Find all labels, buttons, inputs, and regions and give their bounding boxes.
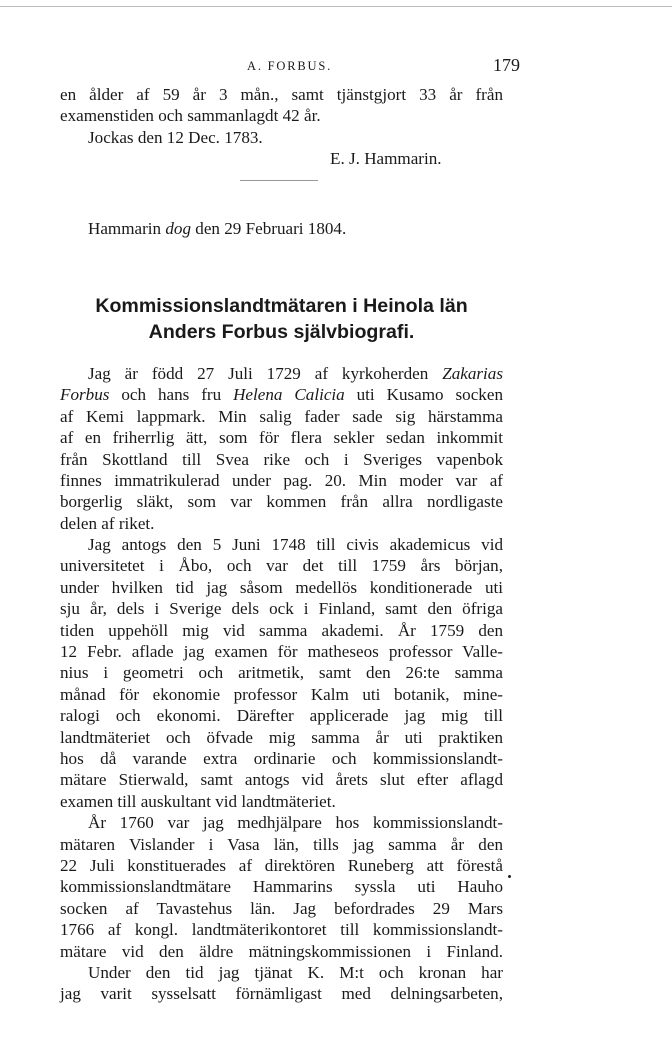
autobiography-text [60,363,503,1005]
text-run: Under den tid jag tjänat K. M:t och kronan har [88,962,503,982]
text-line [60,662,503,683]
text-run: mätaren Vislander i Vasa län, tills jag samma år den [60,834,503,854]
text-run: landtmäteriet och öfvade mig samma år uti praktiken [60,727,503,747]
text-line [60,876,503,897]
text-run: examen till auskultant vid landtmäteriet. [60,791,336,811]
chapter-title-line-2: Anders Forbus självbiografi. [148,320,415,343]
italic-name: Helena Calicia [233,385,345,405]
text-run: under hvilken tid jag såsom medellös konditionerade uti [60,577,503,597]
text-run: tiden uppehöll mig vid samma akademi. År 1759 den [60,620,503,640]
text-run: 1766 af kongl. landtmäterikontoret till kommissionslandt- [60,920,503,940]
text-run: af Kemi lappmark. Min salig fader sade sig härstamma [60,406,503,426]
text-run: universitetet i Åbo, och var det till 1759 års början, [60,556,503,576]
text-run: nius i geometri och aritmetik, samt den 26:te samma [60,663,503,683]
text-run: från Skottland till Svea rike och i Sveriges vapenbok [60,449,503,469]
text-run: jag varit sysselsatt förnämligast med delningsarbeten, [60,984,503,1004]
text-run: mätare Stierwald, samt antogs vid årets slut efter aflagd [60,770,503,790]
text-run: Jag antogs den 5 Juni 1748 till civis akademicus vid [88,535,503,555]
text-line [60,941,503,962]
text-line [60,769,503,790]
text-run: mätare vid den äldre mätningskommissionen i Finland. [60,941,503,961]
text-run: kommissionslandtmätare Hammarins syssla uti Hauho [60,877,503,897]
chapter-title-line-1: Kommissionslandtmätaren i Heinola län [95,294,468,317]
top-edge-rule [0,6,672,7]
text-line [60,705,503,726]
text-line [60,449,503,470]
text-run: delen af riket. [60,513,155,533]
margin-speck [508,875,511,878]
text-line [60,641,503,662]
text-line [60,534,503,555]
text-run: borgerlig släkt, som var kommen från allra nordligaste [60,492,503,512]
death-note-italic: dog [165,218,192,238]
letter-line: Jockas den 12 Dec. 1783. [88,127,263,147]
text-line [60,427,503,448]
text-run: 22 Juli konstituerades af direktören Runeberg att förestå [60,855,503,875]
text-line [60,555,503,576]
letter-line: en ålder af 59 år 3 mån., samt tjänstgjort 33 år från [60,85,503,104]
page-body [60,84,503,1005]
death-note-post: den 29 Februari 1804. [191,218,347,238]
text-run: finnes immatrikulerad under pag. 20. Min moder var af [60,470,503,490]
text-line [60,491,503,512]
text-run: ralogi och ekonomi. Därefter applicerade jag mig till [60,706,503,726]
italic-name: Forbus [60,385,110,405]
text-line [60,834,503,855]
italic-name: Zakarias [442,363,503,383]
letter-line: examenstiden och sammanlagdt 42 år. [60,106,321,126]
text-line [60,748,503,769]
page-number: 179 [493,55,520,75]
text-line [60,598,503,619]
text-run: År 1760 var jag medhjälpare hos kommissionslandt- [88,813,503,833]
text-line [60,513,503,534]
text-line [60,727,503,748]
text-line [60,363,503,384]
text-run: månad för ekonomie professor Kalm uti botanik, mine- [60,684,503,704]
text-run: sju år, dels i Sverige dels ock i Finland, samt den öfriga [60,599,503,619]
letter-line: E. J. Hammarin. [330,149,442,169]
text-line [60,384,503,405]
text-line [60,919,503,940]
text-run: af en friherrlig ätt, som för flera sekler sedan inkommit [60,428,503,448]
text-line [60,791,503,812]
text-run: socken af Tavastehus län. Jag befordrades 29 Mars [60,898,503,918]
text-line [60,577,503,598]
letter-ending [60,84,503,170]
text-run: och hans fru [109,385,234,405]
text-run: 12 Febr. aflade jag examen för matheseos professor Valle- [60,642,503,662]
text-run: hos då varande extra ordinarie och kommissionslandt- [60,748,503,768]
text-line [60,406,503,427]
running-head: A. FORBUS. [247,59,333,73]
text-line [60,684,503,705]
text-line [60,812,503,833]
text-run: uti Kusamo socken [344,385,503,405]
text-line [60,962,503,983]
text-line [60,855,503,876]
text-line [60,983,503,1004]
text-line [60,620,503,641]
text-line [60,470,503,491]
death-note-pre: Hammarin [88,218,166,238]
page-header [60,55,520,79]
death-note [60,218,503,239]
text-line [60,898,503,919]
text-run: Jag är född 27 Juli 1729 af kyrkoherden [88,363,443,383]
